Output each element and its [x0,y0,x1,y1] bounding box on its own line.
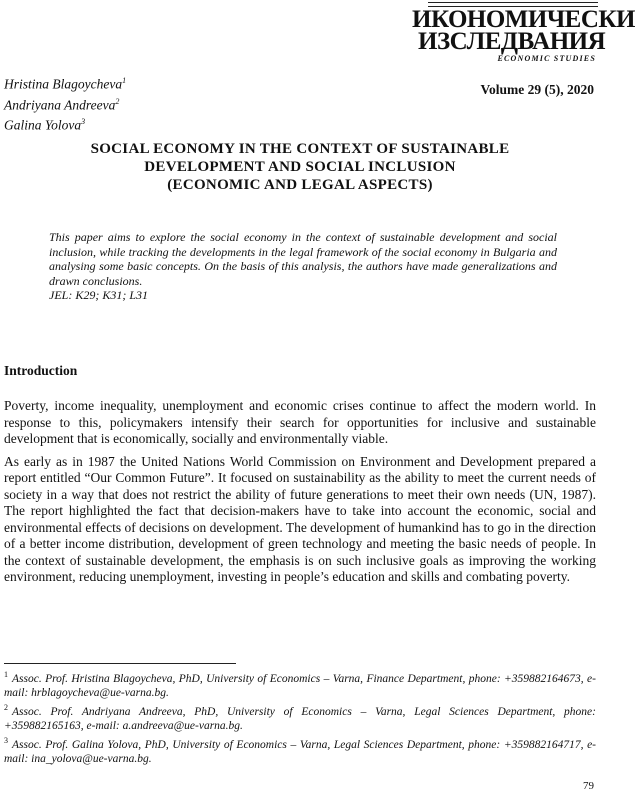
title-line: (ECONOMIC AND LEGAL ASPECTS) [167,177,433,193]
body-text [4,398,596,592]
logo-line-1: ИКОНОМИЧЕСКИ [412,6,635,33]
author-list [4,72,126,134]
logo-subtitle: ECONOMIC STUDIES [497,54,596,63]
jel-codes: JEL: K29; K31; L31 [49,288,148,302]
footnote: $^1$ Assoc. Prof. Hristina Blagoycheva, PhD, University of Economics – Varna, Finance Department, phone: +359882164673, e-mail: hrblagoycheva@ue-varna.bg. [4,670,596,700]
journal-logo [412,2,635,66]
title-line: SOCIAL ECONOMY IN THE CONTEXT OF SUSTAINABLE [90,141,510,157]
author-1: Hristina Blagoycheva$^1$ [4,76,127,92]
footnotes [4,668,596,766]
author-3: Galina Yolova$^3$ [4,117,86,133]
section-heading: Introduction [4,363,78,378]
paragraph: Poverty, income inequality, unemployment and economic crises continue to affect the modern world. In response to this, policymakers intensify their search for opportunities for inclusive and sustainable development that is economically, socially and environmentally viable. [4,398,596,446]
footnote: $^3$ Assoc. Prof. Galina Yolova, PhD, University of Economics – Varna, Legal Sciences Department, phone: +359882164717, e-mail: ina_yolova@ue-varna.bg. [4,735,596,765]
paper-title [20,140,580,194]
author-2: Andriyana Andreeva$^2$ [4,96,120,112]
page-number: 79 [583,780,594,792]
paragraph: As early as in 1987 the United Nations World Commission on Environment and Development prepared a report entitled “Our Common Future”. It focused on sustainability as the ability to meet the current needs of society in a way that does not restrict the ability of future generations to meet their own needs (UN, 1987). The report highlighted the fact that decision-makers have to take into account the economic, social and environmental effects of decisions on development. The development of humankind has to go in the direction of a better income distribution, development of green technology and meeting the basic needs of people. In the context of sustainable development, the emphasis is on such inclusive goals as improving the working environment, reducing unemployment, investing in people’s education and skills and combating poverty. [4,453,596,584]
title-line: DEVELOPMENT AND SOCIAL INCLUSION [144,159,456,175]
volume-info: Volume 29 (5), 2020 [480,82,594,97]
footnote-divider [4,663,236,664]
footnote: $^2$ Assoc. Prof. Andriyana Andreeva, PhD, University of Economics – Varna, Legal Sciences Department, phone: +359882165163, e-mail: a.andreeva@ue-varna.bg. [4,702,596,733]
logo-line-2: ИЗСЛЕДВАНИЯ [418,28,606,55]
abstract-text: This paper aims to explore the social economy in the context of sustainable development and social inclusion, while tracking the developments in the legal framework of the social economy in Bulgaria and analysing some basic concepts. On the basis of this analysis, the authors have made generalizations and drawn conclusions. [49,230,557,288]
abstract [49,230,557,303]
